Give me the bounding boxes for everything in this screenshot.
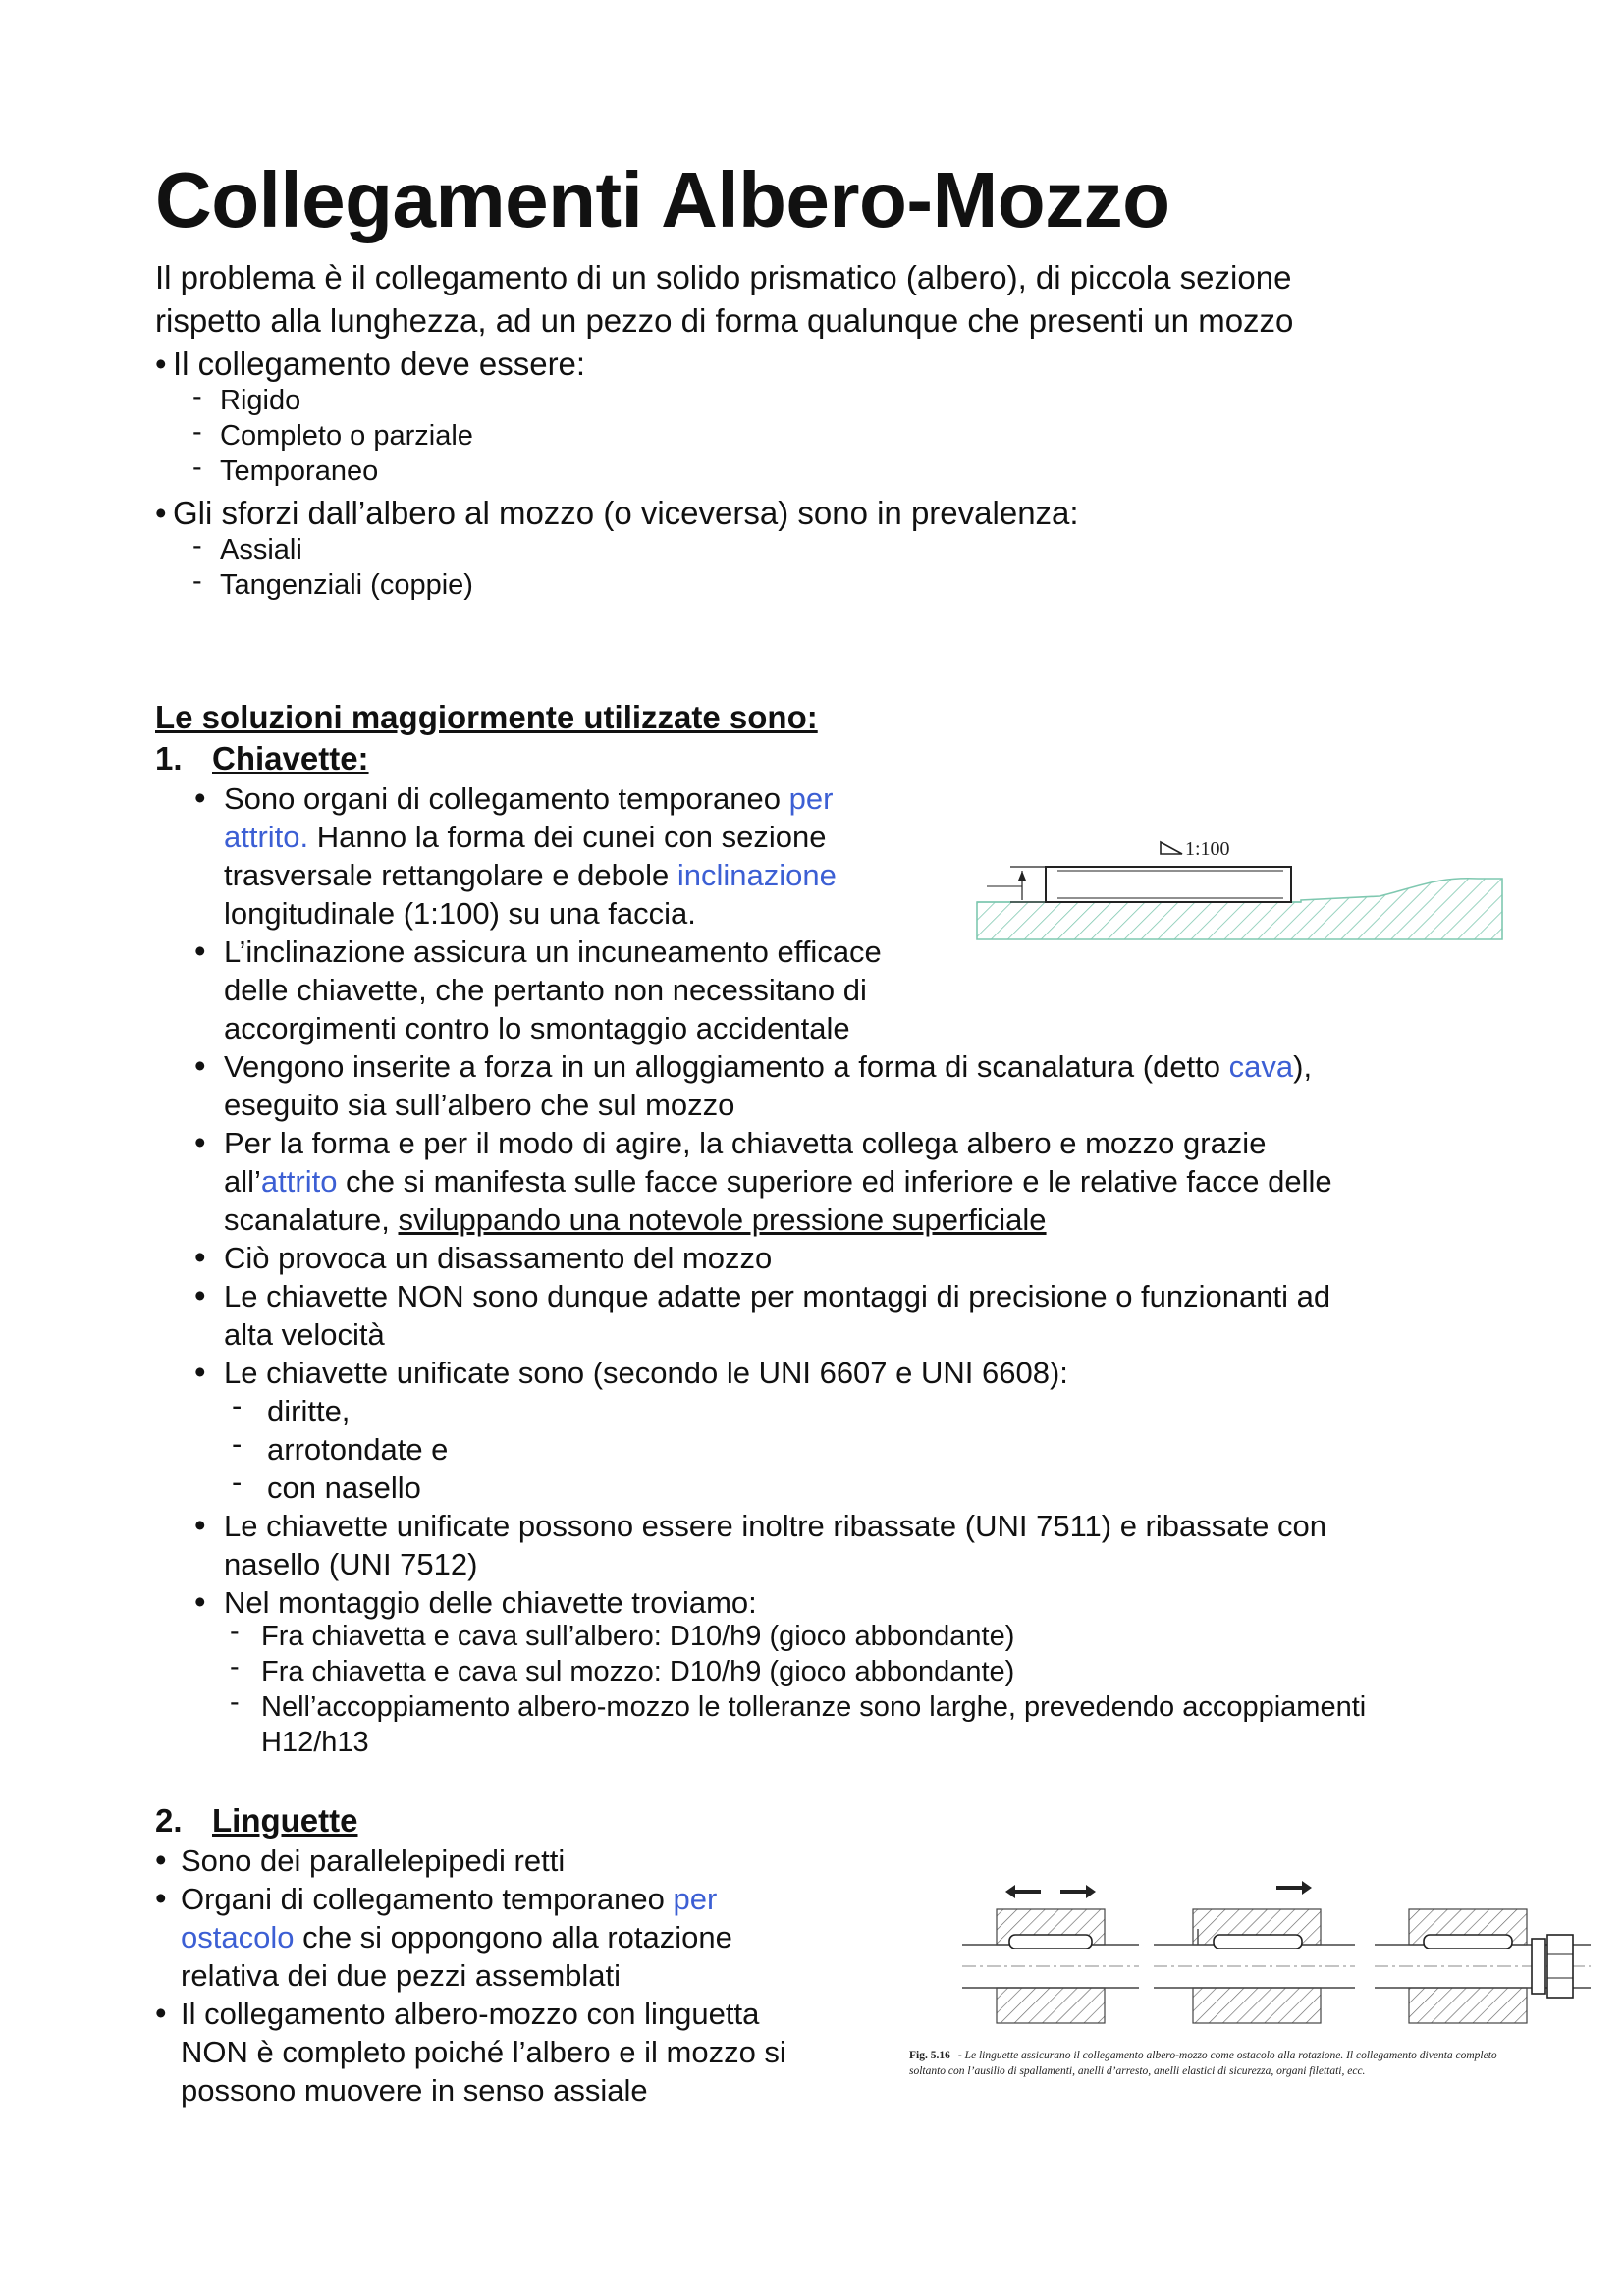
chiavette-b2-line-1: L’inclinazione assicura un incuneamento efficace — [224, 934, 882, 969]
chiavette-b8-line-2: nasello (UNI 7512) — [224, 1547, 478, 1581]
chiavette-b7-item-nasello: con nasello — [267, 1470, 421, 1505]
linguette-b2-line-2 — [181, 1920, 732, 1955]
linguette-number: 2. — [155, 1802, 183, 1839]
link-attrito-2[interactable]: attrito — [260, 1164, 338, 1199]
assembly-free — [962, 1909, 1139, 2023]
taper-symbol-icon — [1161, 842, 1182, 854]
dash-marker: - — [192, 565, 202, 597]
chiavette-b4-line-3 — [224, 1202, 1047, 1238]
key-body — [1046, 867, 1291, 902]
intro-line-1: Il problema è il collegamento di un solido prismatico (albero), di piccola sezione — [155, 259, 1292, 295]
bullet-marker: • — [194, 779, 206, 816]
chiavette-heading: Chiavette: — [212, 740, 369, 776]
figure-number: Fig. 5.16 — [909, 2050, 950, 2061]
solutions-heading: Le soluzioni maggiormente utilizzate sono: — [155, 699, 818, 735]
chiavette-b9-label: Nel montaggio delle chiavette troviamo: — [224, 1585, 757, 1620]
assembly-threaded — [1375, 1909, 1591, 2023]
underlined-text: sviluppando una notevole pressione superficiale — [398, 1202, 1047, 1237]
dash-marker: - — [232, 1388, 243, 1422]
text-run: Vengono inserite a forza in un alloggiamento a forma di scanalatura (detto — [224, 1049, 1229, 1084]
page-title: Collegamenti Albero-Mozzo — [155, 156, 1170, 243]
linguetta-assembly-figure — [903, 1870, 1620, 2091]
dash-marker: - — [192, 416, 202, 448]
bullet-marker: • — [155, 1842, 167, 1878]
taper-ratio-label: 1:100 — [1185, 838, 1230, 860]
right-arrow-icon — [1276, 1881, 1312, 1895]
link-attrito[interactable]: attrito. — [224, 820, 309, 854]
linguette-b2-line-1 — [181, 1882, 717, 1917]
linguette-b1: Sono dei parallelepipedi retti — [181, 1843, 566, 1878]
linguette-heading: Linguette — [212, 1802, 358, 1839]
chiavette-b9-item-accoppiamento-cont: H12/h13 — [261, 1727, 369, 1758]
sforzi-label: Gli sforzi dall’albero al mozzo (o viceversa) sono in prevalenza: — [173, 495, 1079, 531]
bullet-marker: • — [155, 346, 167, 382]
text-run: all’ — [224, 1164, 261, 1199]
chiavette-b7-item-diritte: diritte, — [267, 1394, 351, 1428]
text-run: scanalature, — [224, 1202, 399, 1237]
dimension-arrow-icon — [1018, 871, 1026, 881]
bullet-marker: • — [194, 1354, 206, 1390]
link-per-attrito[interactable]: per — [788, 781, 834, 816]
dash-marker: - — [232, 1465, 243, 1499]
bullet-marker: • — [194, 1124, 206, 1160]
chiavette-b2-line-3: accorgimenti contro lo smontaggio accidentale — [224, 1011, 850, 1045]
chiavette-b9-item-mozzo: Fra chiavetta e cava sul mozzo: D10/h9 (gioco abbondante) — [261, 1656, 1015, 1687]
bullet-marker: • — [194, 1239, 206, 1275]
linguette-b3-line-2: NON è completo poiché l’albero e il mozzo si — [181, 2035, 786, 2069]
chiavette-b1-line-1 — [224, 781, 833, 817]
chiavette-b3-line-1 — [224, 1049, 1312, 1085]
text-run: Organi di collegamento temporaneo — [181, 1882, 674, 1916]
dash-marker: - — [192, 381, 202, 412]
bullet-marker: • — [194, 1277, 206, 1313]
chiavette-b2-line-2: delle chiavette, che pertanto non necessitano di — [224, 973, 867, 1007]
chiavette-b7-item-arrotondate: arrotondate e — [267, 1432, 449, 1467]
caption-text: - Le linguette assicurano il collegamento albero-mozzo come ostacolo alla rotazione. Il collegamento diventa completo — [957, 2050, 1497, 2061]
text-run: Sono organi di collegamento temporaneo — [224, 781, 789, 816]
chiavette-b7-label: Le chiavette unificate sono (secondo le UNI 6607 e UNI 6608): — [224, 1356, 1068, 1390]
chiavette-b3-line-2: eseguito sia sull’albero che sul mozzo — [224, 1088, 735, 1122]
link-per-ostacolo[interactable]: per — [673, 1882, 718, 1916]
chiavette-b6-line-2: alta velocità — [224, 1317, 385, 1352]
intro-line-2: rispetto alla lunghezza, ad un pezzo di forma qualunque che presenti un mozzo — [155, 302, 1294, 339]
text-run: ), — [1293, 1049, 1313, 1084]
bullet-marker: • — [194, 933, 206, 969]
bullet-marker: • — [155, 1880, 167, 1916]
chiavette-b8-line-1: Le chiavette unificate possono essere inoltre ribassate (UNI 7511) e ribassate con — [224, 1509, 1326, 1543]
chiavette-b9-item-accoppiamento: Nell’accoppiamento albero-mozzo le tolleranze sono larghe, prevedendo accoppiamenti — [261, 1691, 1367, 1723]
dash-marker: - — [192, 452, 202, 483]
link-inclinazione[interactable]: inclinazione — [676, 858, 837, 892]
figure-caption-line-1 — [909, 2050, 1497, 2061]
dash-marker: - — [230, 1686, 240, 1718]
collegamento-label: Il collegamento deve essere: — [173, 346, 586, 382]
dash-marker: - — [230, 1651, 240, 1682]
linguette-b3-line-1: Il collegamento albero-mozzo con linguetta — [181, 1997, 760, 2031]
dash-marker: - — [230, 1616, 240, 1647]
text-run: trasversale rettangolare e debole — [224, 858, 677, 892]
link-ostacolo[interactable]: ostacolo — [181, 1920, 295, 1954]
chiavetta-taper-figure — [967, 829, 1517, 957]
chiavette-b1-line-3 — [224, 858, 837, 893]
chiavette-b6-line-1: Le chiavette NON sono dunque adatte per montaggi di precisione o funzionanti ad — [224, 1279, 1331, 1313]
bullet-marker: • — [194, 1583, 206, 1620]
linguette-b2-line-3: relativa dei due pezzi assemblati — [181, 1958, 622, 1993]
chiavette-number: 1. — [155, 740, 183, 776]
dash-marker: - — [232, 1426, 243, 1461]
bullet-marker: • — [155, 495, 167, 531]
collegamento-item-completo: Completo o parziale — [220, 420, 473, 452]
left-arrow-icon — [1005, 1885, 1041, 1898]
sforzi-item-tangenziali: Tangenziali (coppie) — [220, 569, 473, 601]
linguette-b3-line-3: possono muovere in senso assiale — [181, 2073, 648, 2108]
text-run: che si manifesta sulle facce superiore ed inferiore e le relative facce delle — [337, 1164, 1332, 1199]
right-arrow-icon — [1060, 1885, 1096, 1898]
chiavette-b9-item-albero: Fra chiavetta e cava sull’albero: D10/h9 (gioco abbondante) — [261, 1621, 1015, 1652]
collegamento-item-rigido: Rigido — [220, 385, 301, 416]
bullet-marker: • — [194, 1047, 206, 1084]
chiavette-b4-line-2 — [224, 1164, 1332, 1200]
text-run: Hanno la forma dei cunei con sezione — [308, 820, 827, 854]
link-cava[interactable]: cava — [1228, 1049, 1294, 1084]
figure-caption-line-2: soltanto con l’ausilio di spallamenti, anelli d’arresto, anelli elastici di sicurezza, organi filettati, ecc. — [909, 2065, 1366, 2077]
dash-marker: - — [192, 530, 202, 561]
bullet-marker: • — [155, 1995, 167, 2031]
text-run: che si oppongono alla rotazione — [294, 1920, 732, 1954]
collegamento-item-temporaneo: Temporaneo — [220, 455, 379, 487]
chiavette-b1-line-2 — [224, 820, 826, 855]
assembly-shoulder — [1154, 1909, 1355, 2023]
chiavette-b1-line-4: longitudinale (1:100) su una faccia. — [224, 896, 696, 931]
chiavette-b4-line-1: Per la forma e per il modo di agire, la chiavetta collega albero e mozzo grazie — [224, 1126, 1267, 1160]
sforzi-item-assiali: Assiali — [220, 534, 302, 565]
bullet-marker: • — [194, 1507, 206, 1543]
chiavette-b5: Ciò provoca un disassamento del mozzo — [224, 1241, 773, 1275]
